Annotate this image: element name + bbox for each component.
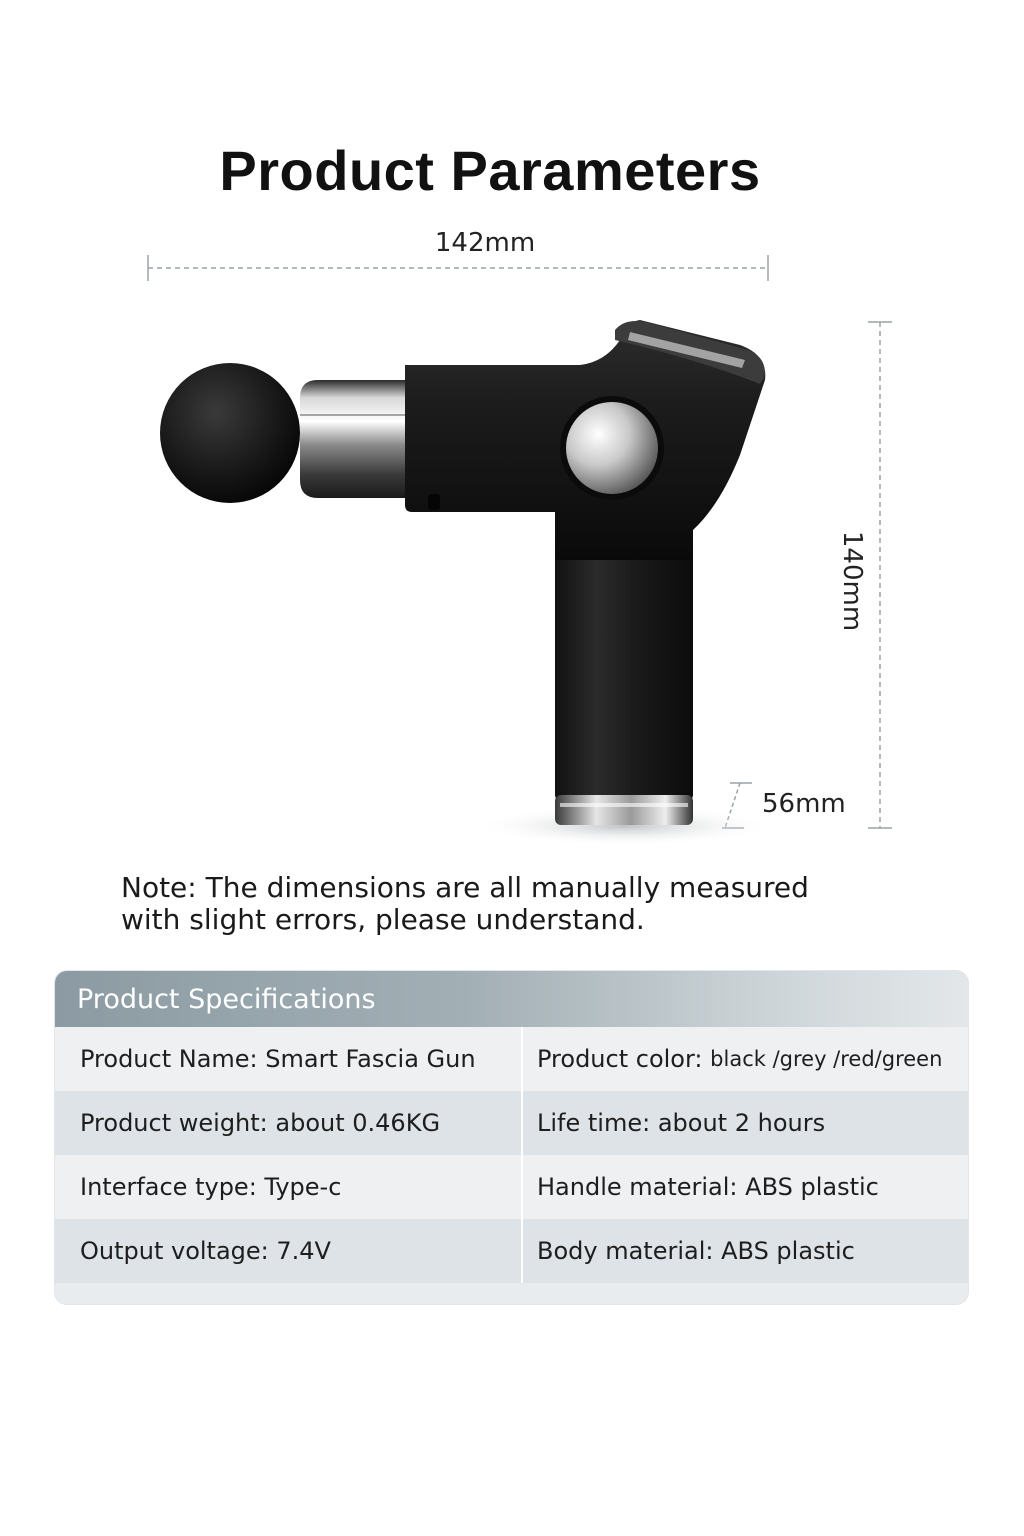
spec-value: ABS plastic <box>745 1173 879 1201</box>
spec-value: Type-c <box>264 1173 342 1201</box>
spec-label: Life time: <box>537 1109 658 1137</box>
note-line-2: with slight errors, please understand. <box>121 903 645 936</box>
spec-value: 7.4V <box>276 1237 331 1265</box>
spec-label: Body material: <box>537 1237 722 1265</box>
product-weight-cell <box>55 1091 523 1155</box>
note-line-1: Note: The dimensions are all manually measured <box>121 871 809 904</box>
output-voltage-cell <box>55 1219 523 1283</box>
spec-label: Product color: <box>537 1045 711 1073</box>
handle-material-cell <box>523 1155 968 1219</box>
specifications-header: Product Specifications <box>55 971 968 1027</box>
spec-label: Product weight: <box>80 1109 276 1137</box>
product-name-cell <box>55 1027 523 1091</box>
spec-label: Interface type: <box>80 1173 265 1201</box>
table-row <box>55 1091 968 1155</box>
body-material-cell <box>523 1219 968 1283</box>
spec-label: Product Name: <box>80 1045 258 1073</box>
spec-label: Handle material: <box>537 1173 746 1201</box>
page-title: Product Parameters <box>219 138 761 202</box>
spec-value: black /grey /red/green <box>710 1047 943 1071</box>
width-dimension-label: 142mm <box>434 228 536 258</box>
spec-value: Smart Fascia Gun <box>257 1045 476 1073</box>
table-row <box>55 1155 968 1219</box>
base-dimension-label: 56mm <box>762 789 846 819</box>
specifications-table <box>55 971 968 1304</box>
spec-label: Output voltage: <box>80 1237 277 1265</box>
life-time-cell <box>523 1091 968 1155</box>
product-color-cell <box>523 1027 968 1091</box>
spec-value: about 0.46KG <box>275 1109 441 1137</box>
table-row <box>55 1219 968 1283</box>
height-dimension-label: 140mm <box>837 530 867 632</box>
interface-type-cell <box>55 1155 523 1219</box>
table-row <box>55 1027 968 1091</box>
measurement-note <box>121 872 881 936</box>
spec-value: ABS plastic <box>721 1237 855 1265</box>
spec-value: about 2 hours <box>657 1109 826 1137</box>
